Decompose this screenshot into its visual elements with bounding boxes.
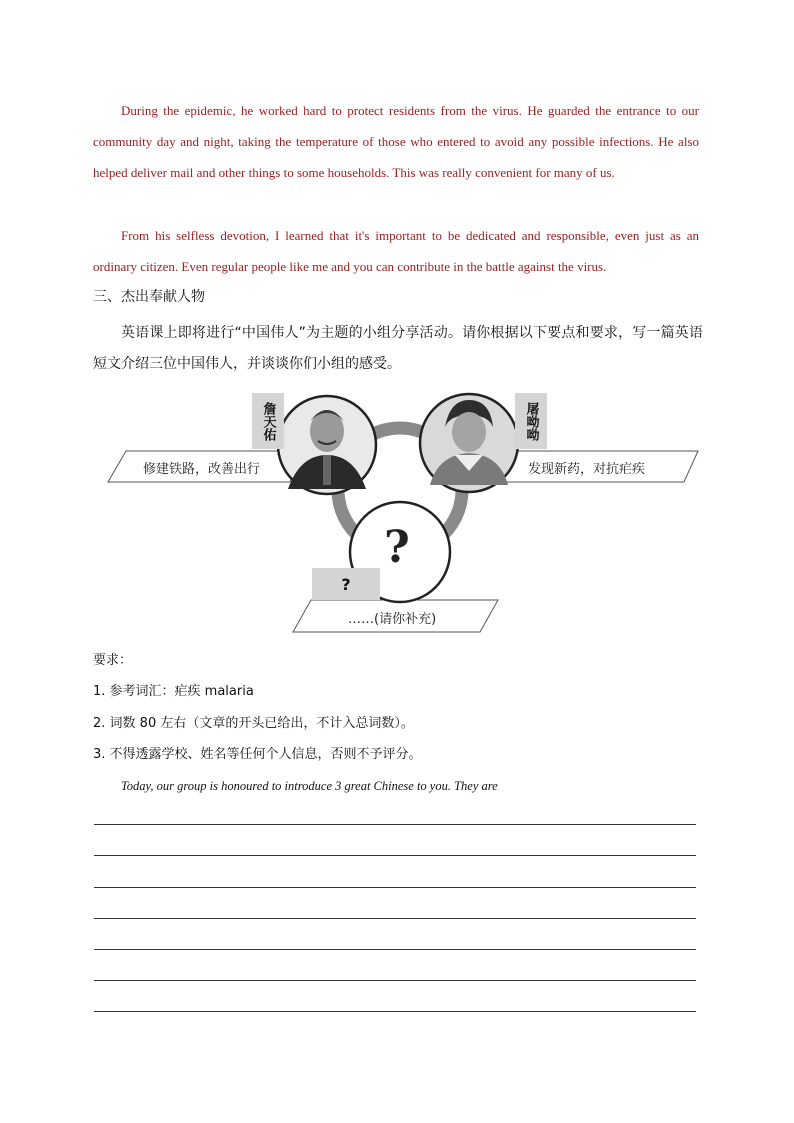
name-box-zhan: 詹天佑 xyxy=(252,393,284,449)
section-title: 三、杰出奉献人物 xyxy=(93,289,205,305)
task-prompt: 英语课上即将进行“中国伟人”为主题的小组分享活动。请你根据以下要点和要求，写一篇英语短文介绍三位中国伟人，并谈谈你们小组的感受。 xyxy=(93,325,703,372)
desc-zhan: 修建铁路，改善出行 xyxy=(143,462,261,477)
essay-start-sentence: Today, our group is honoured to introduce 3 great Chinese to you. They are xyxy=(121,779,498,793)
name-box-unknown: ? xyxy=(312,568,380,600)
writing-line[interactable] xyxy=(94,887,696,888)
great-chinese-diagram xyxy=(100,385,710,640)
writing-line[interactable] xyxy=(94,949,696,950)
requirement-item-2: 2. 词数 80 左右（文章的开头已给出，不计入总词数）。 xyxy=(93,716,414,731)
writing-line[interactable] xyxy=(94,980,696,981)
requirement-item-3: 3. 不得透露学校、姓名等任何个人信息，否则不予评分。 xyxy=(93,747,422,762)
desc-unknown: ……(请你补充) xyxy=(348,612,437,627)
requirements-title: 要求： xyxy=(93,653,133,668)
writing-line[interactable] xyxy=(94,824,696,825)
desc-tu: 发现新药，对抗疟疾 xyxy=(528,462,646,477)
writing-line[interactable] xyxy=(94,855,696,856)
essay-paragraph-2: From his selfless devotion, I learned that it's important to be dedicated and responsible, even just as an ordinary citizen. Even regular people like me and you can contribute in the battle against the virus. xyxy=(93,228,699,274)
question-mark-icon: ? xyxy=(384,522,410,573)
diagram-graphic xyxy=(100,385,710,640)
writing-line[interactable] xyxy=(94,918,696,919)
name-box-tu: 屠呦呦 xyxy=(515,393,547,449)
writing-line[interactable] xyxy=(94,1011,696,1012)
essay-paragraph-1: During the epidemic, he worked hard to protect residents from the virus. He guarded the entrance to our community day and night, taking the temperature of those who entered to avoid any possible infections. He also helped deliver mail and other things to some households. This was really convenient for many of us. xyxy=(93,103,699,180)
requirement-item-1: 1. 参考词汇：疟疾 malaria xyxy=(93,684,254,699)
